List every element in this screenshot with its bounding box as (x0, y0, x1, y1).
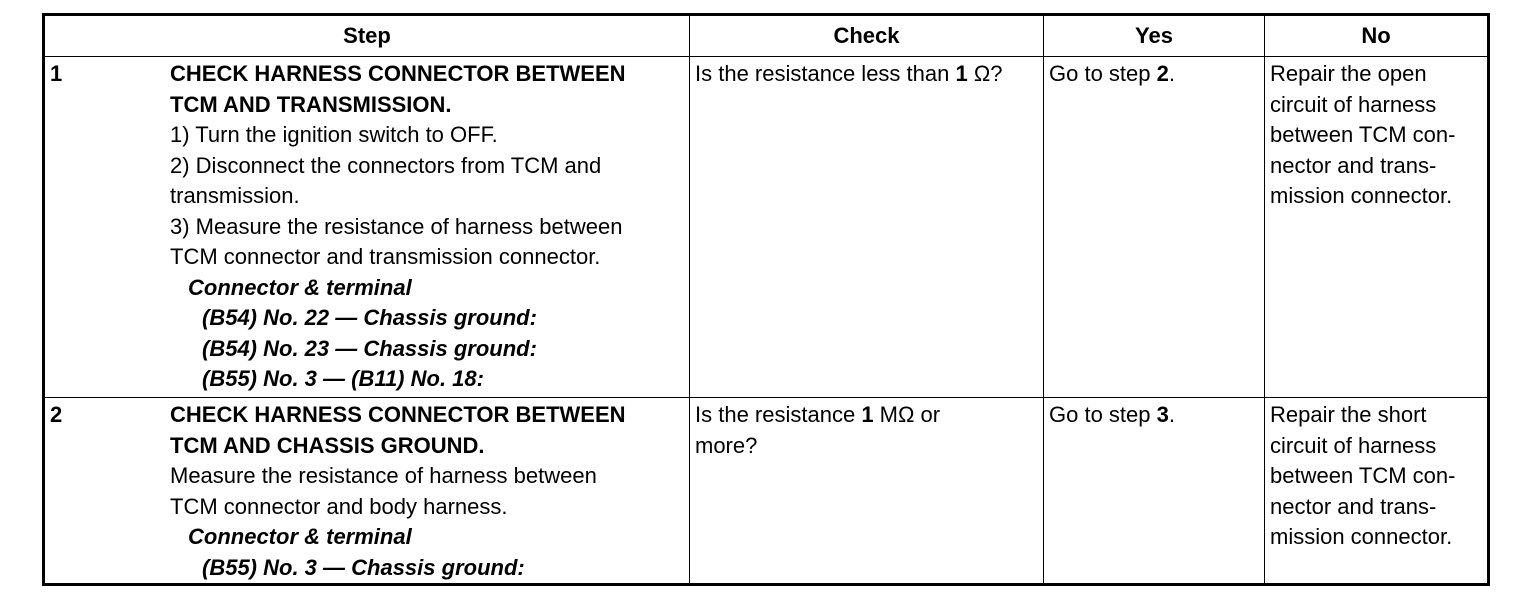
yes-step-number: 2 (1156, 61, 1169, 86)
instruction-line: TCM connector and body harness. (170, 493, 508, 519)
step-title-line: TCM AND CHASSIS GROUND. (170, 432, 485, 458)
check-text (695, 59, 1038, 90)
check-cell (690, 57, 1044, 398)
check-text-line2: more? (695, 432, 758, 458)
step-cell (44, 57, 690, 398)
instruction-line: transmission. (170, 183, 300, 208)
no-line: between TCM con- (1270, 463, 1456, 488)
header-no: No (1265, 15, 1489, 57)
instruction-line: TCM connector and transmission connector. (170, 244, 601, 269)
yes-step-number: 3 (1156, 402, 1169, 427)
step-body (170, 400, 684, 583)
no-line: mission connector. (1270, 524, 1453, 549)
step-title-line: CHECK HARNESS CONNECTOR BETWEEN (170, 61, 626, 86)
instruction-line: 1) Turn the ignition switch to OFF. (170, 122, 498, 147)
header-row (44, 15, 1489, 57)
terminal-spec: (B54) No. 22 — Chassis ground: (202, 305, 537, 330)
header-yes: Yes (1044, 15, 1265, 57)
check-prefix: Is the resistance (695, 402, 862, 427)
no-line: circuit of harness (1270, 91, 1437, 117)
table-row (44, 57, 1489, 398)
step-number: 1 (50, 61, 63, 86)
instruction-line: 3) Measure the resistance of harness between (170, 213, 623, 239)
check-prefix: Is the resistance less than (695, 61, 956, 86)
step-title-line: CHECK HARNESS CONNECTOR BETWEEN (170, 402, 626, 427)
header-step: Step (44, 15, 690, 57)
terminal-spec: (B54) No. 23 — Chassis ground: (202, 335, 537, 361)
yes-text (1049, 59, 1259, 90)
check-text (695, 400, 1038, 431)
yes-cell (1044, 398, 1265, 585)
diagnostic-table (42, 13, 1490, 586)
yes-suffix: . (1168, 402, 1175, 427)
no-line: nector and trans- (1270, 493, 1437, 519)
no-line: mission connector. (1270, 183, 1453, 208)
check-value: 1 (955, 61, 968, 86)
no-cell (1265, 57, 1489, 398)
step-body (170, 59, 684, 395)
check-unit: MΩ or (873, 402, 941, 427)
yes-prefix: Go to step (1049, 402, 1157, 427)
step-title-line: TCM AND TRANSMISSION. (170, 91, 452, 117)
yes-prefix: Go to step (1049, 61, 1157, 86)
yes-cell (1044, 57, 1265, 398)
check-cell (690, 398, 1044, 585)
no-line: Repair the short (1270, 402, 1427, 427)
yes-text (1049, 400, 1259, 431)
terminal-spec: (B55) No. 3 — (B11) No. 18: (202, 366, 484, 391)
instruction-line: Measure the resistance of harness between (170, 463, 597, 488)
instruction-line: 2) Disconnect the connectors from TCM and (170, 152, 602, 178)
terminal-spec: (B55) No. 3 — Chassis ground: (202, 554, 525, 580)
step-cell (44, 398, 690, 585)
check-unit: Ω? (967, 61, 1003, 86)
connector-terminal-label: Connector & terminal (188, 274, 412, 300)
no-line: between TCM con- (1270, 122, 1456, 147)
yes-suffix: . (1168, 61, 1175, 86)
no-line: nector and trans- (1270, 152, 1437, 178)
no-cell (1265, 398, 1489, 585)
step-number: 2 (50, 402, 63, 427)
check-value: 1 (861, 402, 874, 427)
table-row (44, 398, 1489, 585)
connector-terminal-label: Connector & terminal (188, 524, 412, 549)
no-line: Repair the open (1270, 61, 1427, 86)
no-line: circuit of harness (1270, 432, 1437, 458)
header-check: Check (690, 15, 1044, 57)
